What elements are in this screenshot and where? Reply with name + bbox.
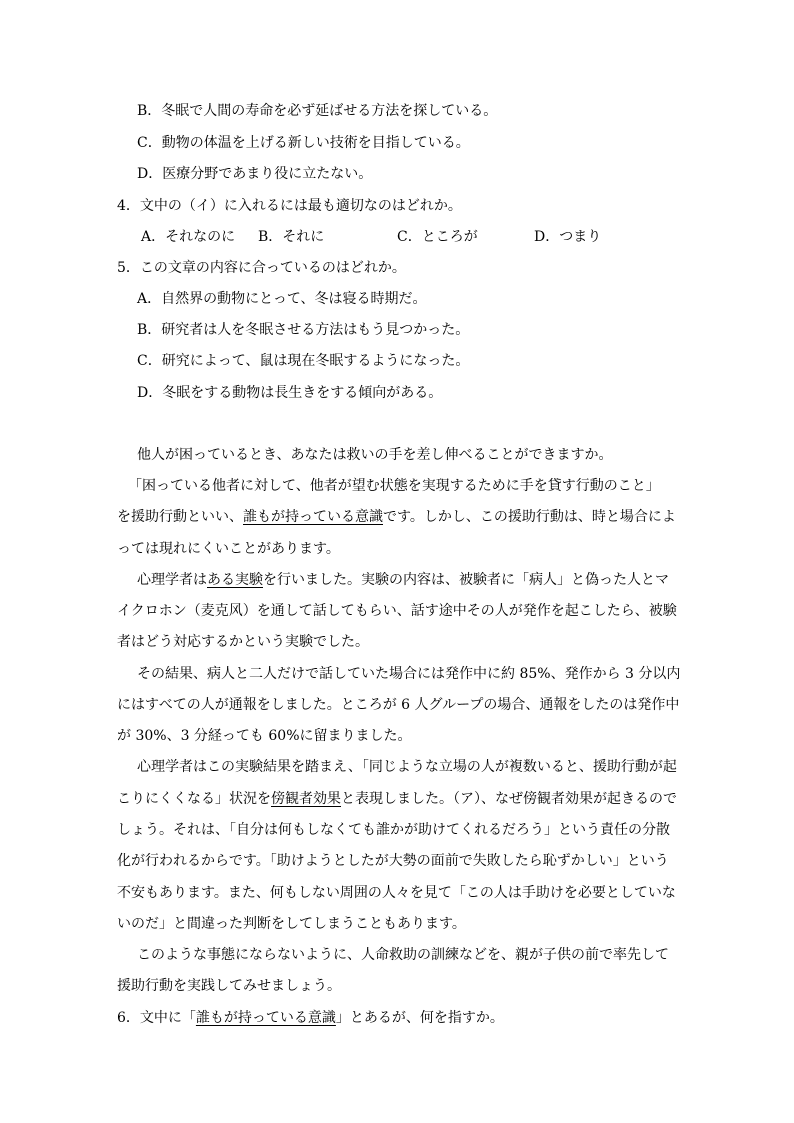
q5-question: 5．この文章の内容に合っているのはどれか。 xyxy=(117,260,406,276)
passage-p5-line2: こりにくくなる」状況を傍観者効果と表現しました。（ア）、なぜ傍観者効果が起きるので xyxy=(117,791,677,807)
passage-p5-line3: しょう。それは、「自分は何もしなくても誰かが助けてくれるだろう」という責任の分散 xyxy=(117,822,670,838)
passage-p5-line5: 不安もあります。また、何もしない周囲の人々を見て「この人は手助けを必要としていな xyxy=(117,885,676,901)
passage-p3-line1: 心理学者はある実験を行いました。実験の内容は、被験者に「病人」と偽った人とマ xyxy=(137,572,669,588)
passage-p2-line1: 「困っている他者に対して、他者が望む状態を実現するために手を貸す行動のこと」 xyxy=(128,478,660,494)
underlined-phrase-ishiki: 誰もが持っている意識 xyxy=(243,509,383,525)
q4-question: 4．文中の（イ）に入れるには最も適切なのはどれか。 xyxy=(117,198,462,214)
q5-option-d: D．冬眠をする動物は長生きをする傾向がある。 xyxy=(137,385,443,401)
q5-option-a: A．自然界の動物にとって、冬は寝る時期だ。 xyxy=(137,291,427,307)
q5-option-b: B．研究者は人を冬眠させる方法はもう見つかった。 xyxy=(137,322,470,338)
passage-p3-line2: イクロホン（麦克风）を通して話してもらい、話す途中その人が発作を起こしたら、被験 xyxy=(117,603,677,619)
passage-p6-line1: このような事態にならないように、人命救助の訓練などを、親が子供の前で率先して xyxy=(137,947,669,963)
q4-option-d: D．つまり xyxy=(534,229,602,245)
passage-p2-line2: を援助行動といい、誰もが持っている意識です。しかし、この援助行動は、時と場合によ xyxy=(117,509,676,525)
passage-p6-line2: 援助行動を実践してみせましょう。 xyxy=(117,978,341,994)
passage-p5-line1: 心理学者はこの実験結果を踏まえ、「同じような立場の人が複数いると、援助行動が起 xyxy=(137,759,677,775)
q3-option-c: C．動物の体温を上げる新しい技術を目指している。 xyxy=(137,135,470,151)
q3-option-b: B．冬眠で人間の寿命を必ず延ばせる方法を探している。 xyxy=(137,103,498,119)
q3-option-d: D．医療分野であまり役に立たない。 xyxy=(137,166,373,182)
passage-p5-line6: いのだ」と間違った判断をしてしまうこともあります。 xyxy=(117,916,466,932)
q4-option-b: B．それに xyxy=(258,229,325,245)
passage-p4-line3: が 30%、3 分経っても 60%に留まりました。 xyxy=(117,728,412,744)
q5-option-c: C．研究によって、鼠は現在冬眠するようになった。 xyxy=(137,353,470,369)
q4-option-a: A．それなのに xyxy=(141,229,236,245)
passage-p5-line4: 化が行われるからです。「助けようとしたが大勢の面前で失敗したら恥ずかしい」という xyxy=(117,853,669,869)
q4-option-c: C．ところが xyxy=(397,229,478,245)
passage-p4-line1: その結果、病人と二人だけで話していた場合には発作中に約 85%、発作から 3 分以内 xyxy=(137,666,681,682)
passage-p4-line2: にはすべての人が通報をしました。ところが 6 人グループの場合、通報をしたのは発作中 xyxy=(117,697,680,713)
underlined-phrase-boukansha: 傍観者効果 xyxy=(271,791,341,807)
underlined-phrase-jikken: ある実験 xyxy=(207,572,263,588)
underlined-phrase-q6: 誰もが持っている意識 xyxy=(195,1010,336,1026)
q6-question: 6．文中に「誰もが持っている意識」とあるが、何を指すか。 xyxy=(117,1010,504,1026)
passage-p3-line3: 者はどう対応するかという実験でした。 xyxy=(117,634,369,650)
passage-p1: 他人が困っているとき、あなたは救いの手を差し伸べることができますか。 xyxy=(137,447,613,463)
passage-p2-line3: っては現れにくいことがあります。 xyxy=(117,541,340,557)
